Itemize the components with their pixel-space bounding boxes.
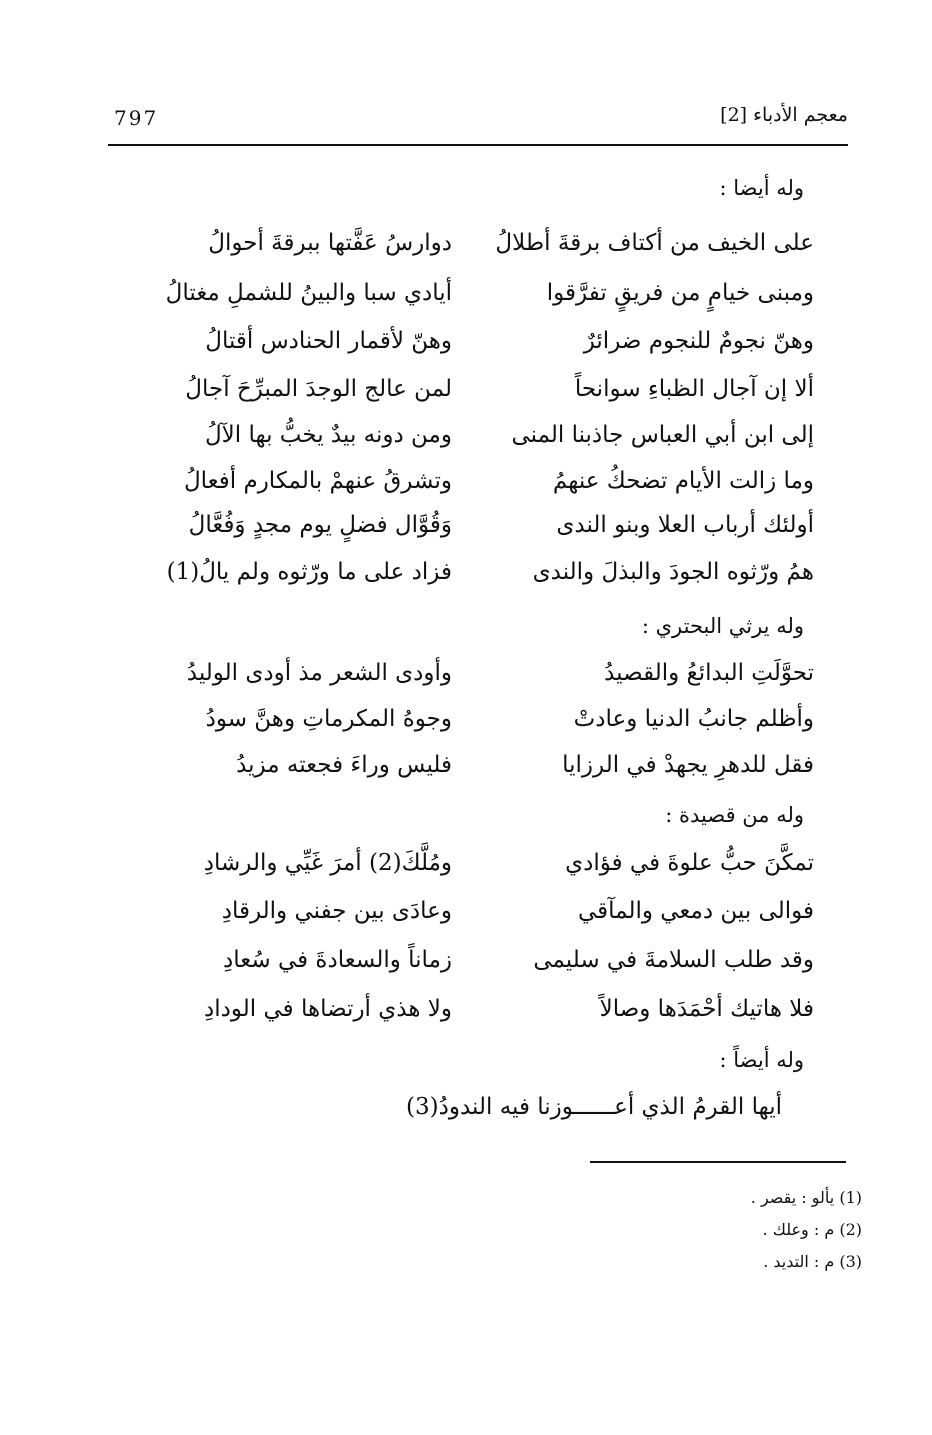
verse-first-hemistich: وقد طلب السلامةَ في سليمى — [533, 947, 814, 973]
verse-second-hemistich: لمن عالج الوجدَ المبرِّحَ آجالُ — [185, 376, 452, 402]
verse-first-hemistich: ومبنى خيامٍ من فريقٍ تفرَّقوا — [546, 280, 814, 306]
verse-second-hemistich: وجوهُ المكرماتِ وهنَّ سودُ — [205, 706, 452, 732]
stanza-intro: وله أيضاً : — [719, 1048, 804, 1072]
verse-second-hemistich: ولا هذي أرتضاها في الودادِ — [204, 996, 452, 1022]
verse-second-hemistich: دوارسُ عَفَّتها ببرقةَ أحوالُ — [208, 230, 452, 256]
footnote-rule — [590, 1161, 846, 1163]
verse-first-hemistich: أولئك أرباب العلا وبنو الندى — [556, 512, 814, 538]
stanza-intro: وله من قصيدة : — [665, 803, 804, 827]
header-rule — [108, 144, 848, 146]
page-number: 797 — [114, 106, 159, 130]
running-title: معجم الأدباء [2] — [720, 104, 848, 126]
verse-first-hemistich: إلى ابن أبي العباس جاذبنا المنى — [511, 422, 814, 448]
verse-second-hemistich: وتشرقُ عنهمْ بالمكارم أفعالُ — [183, 468, 452, 494]
verse-second-hemistich: ومن دونه بيدٌ يخبُّ بها الآلُ — [204, 422, 452, 448]
verse-second-hemistich: وَقُوَّال فضلٍ يوم مجدٍ وَفُعَّالُ — [188, 512, 452, 538]
verse-first-hemistich: تحوَّلَتِ البدائعُ والقصيدُ — [604, 660, 814, 686]
verse-second-hemistich: وهنّ لأقمار الحنادس أقتالُ — [205, 328, 452, 354]
footnote: (3) م : التديد . — [763, 1252, 862, 1271]
stanza-intro: وله يرثي البحتري : — [641, 614, 804, 638]
verse-second-hemistich: فزاد على ما ورّثوه ولم يالُ(1) — [166, 559, 452, 585]
verse-second-hemistich: زماناً والسعادةَ في سُعادِ — [223, 947, 452, 973]
verse-first-hemistich: فوالى بين دمعي والمآقي — [577, 898, 814, 924]
page-header — [108, 100, 848, 150]
footnote: (1) يألو : يقصر . — [750, 1188, 862, 1207]
verse-second-hemistich: وعادَى بين جفني والرقادِ — [221, 898, 452, 924]
verse-first-hemistich: ألا إن آجال الظباءِ سوانحاً — [574, 376, 814, 402]
verse-first-hemistich: وهنّ نجومٌ للنجوم ضرائرٌ — [583, 328, 814, 354]
verse-second-hemistich: وأودى الشعر مذ أودى الوليدُ — [186, 660, 452, 686]
verse-first-hemistich: على الخيف من أكتاف برقةَ أطلالُ — [495, 230, 814, 256]
verse-first-hemistich: تمكَّنَ حبُّ علوةَ في فؤادي — [565, 850, 814, 876]
verse-first-hemistich: فلا هاتيك أحْمَدَها وصالاً — [599, 996, 814, 1022]
verse-second-hemistich: ومُلَّكَ(2) أمرَ غَيِّي والرشادِ — [203, 850, 452, 876]
verse-first-hemistich: فقل للدهرِ يجهدْ في الرزايا — [562, 752, 814, 778]
stanza-intro: وله أيضا : — [719, 176, 804, 200]
footnote: (2) م : وعلك . — [762, 1220, 862, 1239]
verse-first-hemistich: وأظلم جانبُ الدنيا وعادتْ — [573, 706, 814, 732]
verse-first-hemistich: وما زالت الأيام تضحكُ عنهمُ — [552, 468, 814, 494]
verse-second-hemistich: فليس وراءَ فجعته مزيدُ — [236, 752, 452, 778]
verse-first-hemistich: همُ ورّثوه الجودَ والبذلَ والندى — [532, 559, 814, 585]
verse-second-hemistich: أيادي سبا والبينُ للشملِ مغتالُ — [165, 280, 452, 306]
single-verse: أيها القرمُ الذي أعــــــوزنا فيه الندودُ(3) — [406, 1094, 782, 1120]
